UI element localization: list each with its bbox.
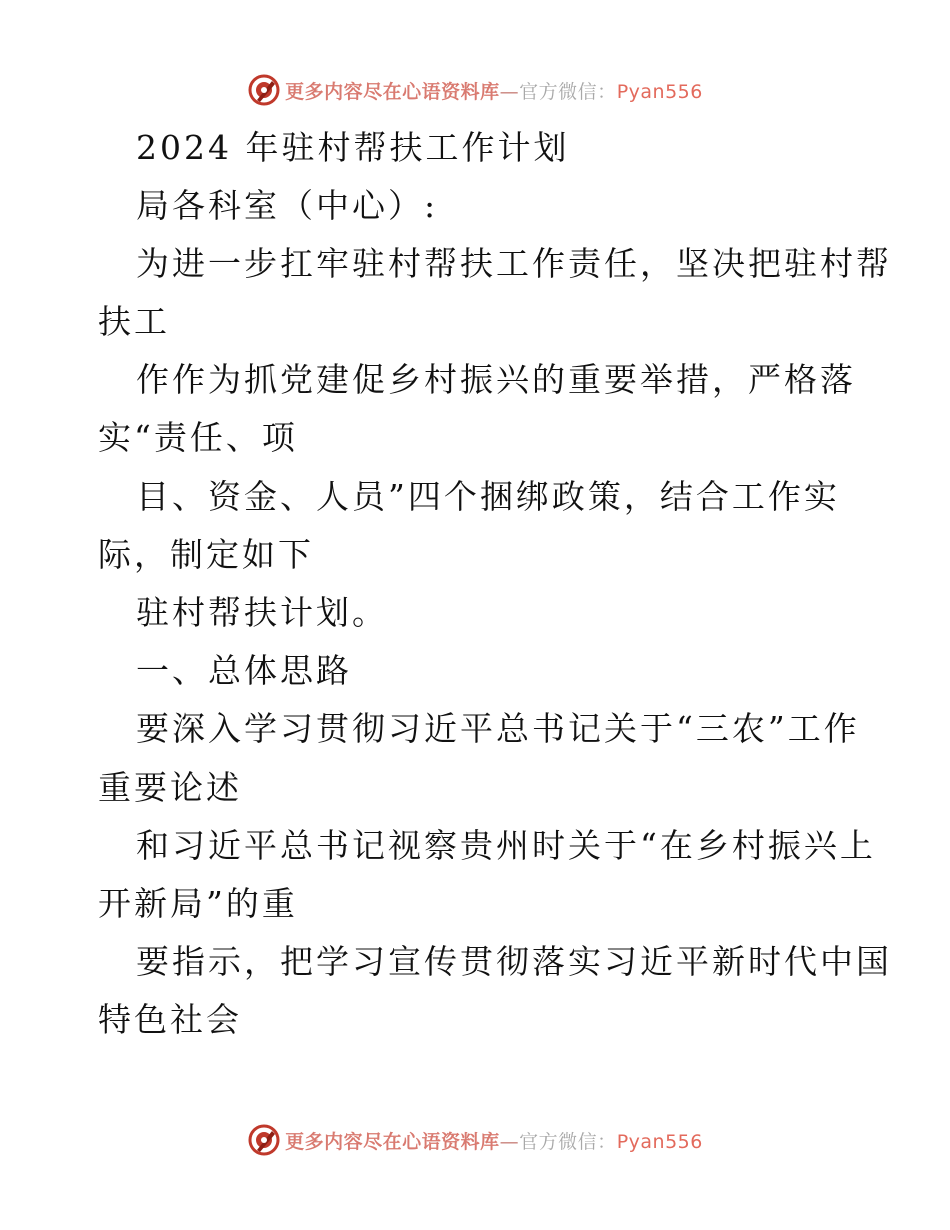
paragraph-line: 实“责任、项 [98,418,298,457]
paragraph-line: 目、资金、人员”四个捆绑政策，结合工作实 [136,477,840,516]
pen-logo-icon [247,1123,281,1157]
paragraph-line: 为进一步扛牢驻村帮扶工作责任，坚决把驻村帮 [136,244,892,283]
watermark-text [285,77,703,104]
paragraph-line: 作作为抓党建促乡村振兴的重要举措，严格落 [136,360,856,399]
paragraph-line: 际，制定如下 [98,535,314,574]
document-title: 2024 年驻村帮扶工作计划 [136,128,570,167]
section-heading: 一、总体思路 [136,651,352,690]
watermark-label: 官方微信： [519,1130,617,1153]
watermark-header [0,70,950,110]
paragraph-line: 扶工 [98,302,170,341]
pen-logo-icon [247,73,281,107]
watermark-main-text: 更多内容尽在心语资料库 [285,1130,500,1153]
watermark-label: 官方微信： [519,80,617,103]
paragraph-line: 开新局”的重 [98,884,298,923]
watermark-wechat-id: Pyan556 [616,80,703,103]
salutation: 局各科室（中心）: [136,186,439,225]
paragraph-line: 要指示，把学习宣传贯彻落实习近平新时代中国 [136,942,892,981]
paragraph-line: 要深入学习贯彻习近平总书记关于“三农”工作 [136,709,860,748]
watermark-wechat-id: Pyan556 [616,1130,703,1153]
paragraph-line: 重要论述 [98,768,242,807]
paragraph-line: 驻村帮扶计划。 [136,593,388,632]
watermark-separator: — [499,1130,520,1153]
watermark-separator: — [499,80,520,103]
paragraph-line: 和习近平总书记视察贵州时关于“在乡村振兴上 [136,826,876,865]
paragraph-line: 特色社会 [98,1000,242,1039]
watermark-footer [0,1120,950,1160]
watermark-text [285,1127,703,1154]
watermark-main-text: 更多内容尽在心语资料库 [285,80,500,103]
